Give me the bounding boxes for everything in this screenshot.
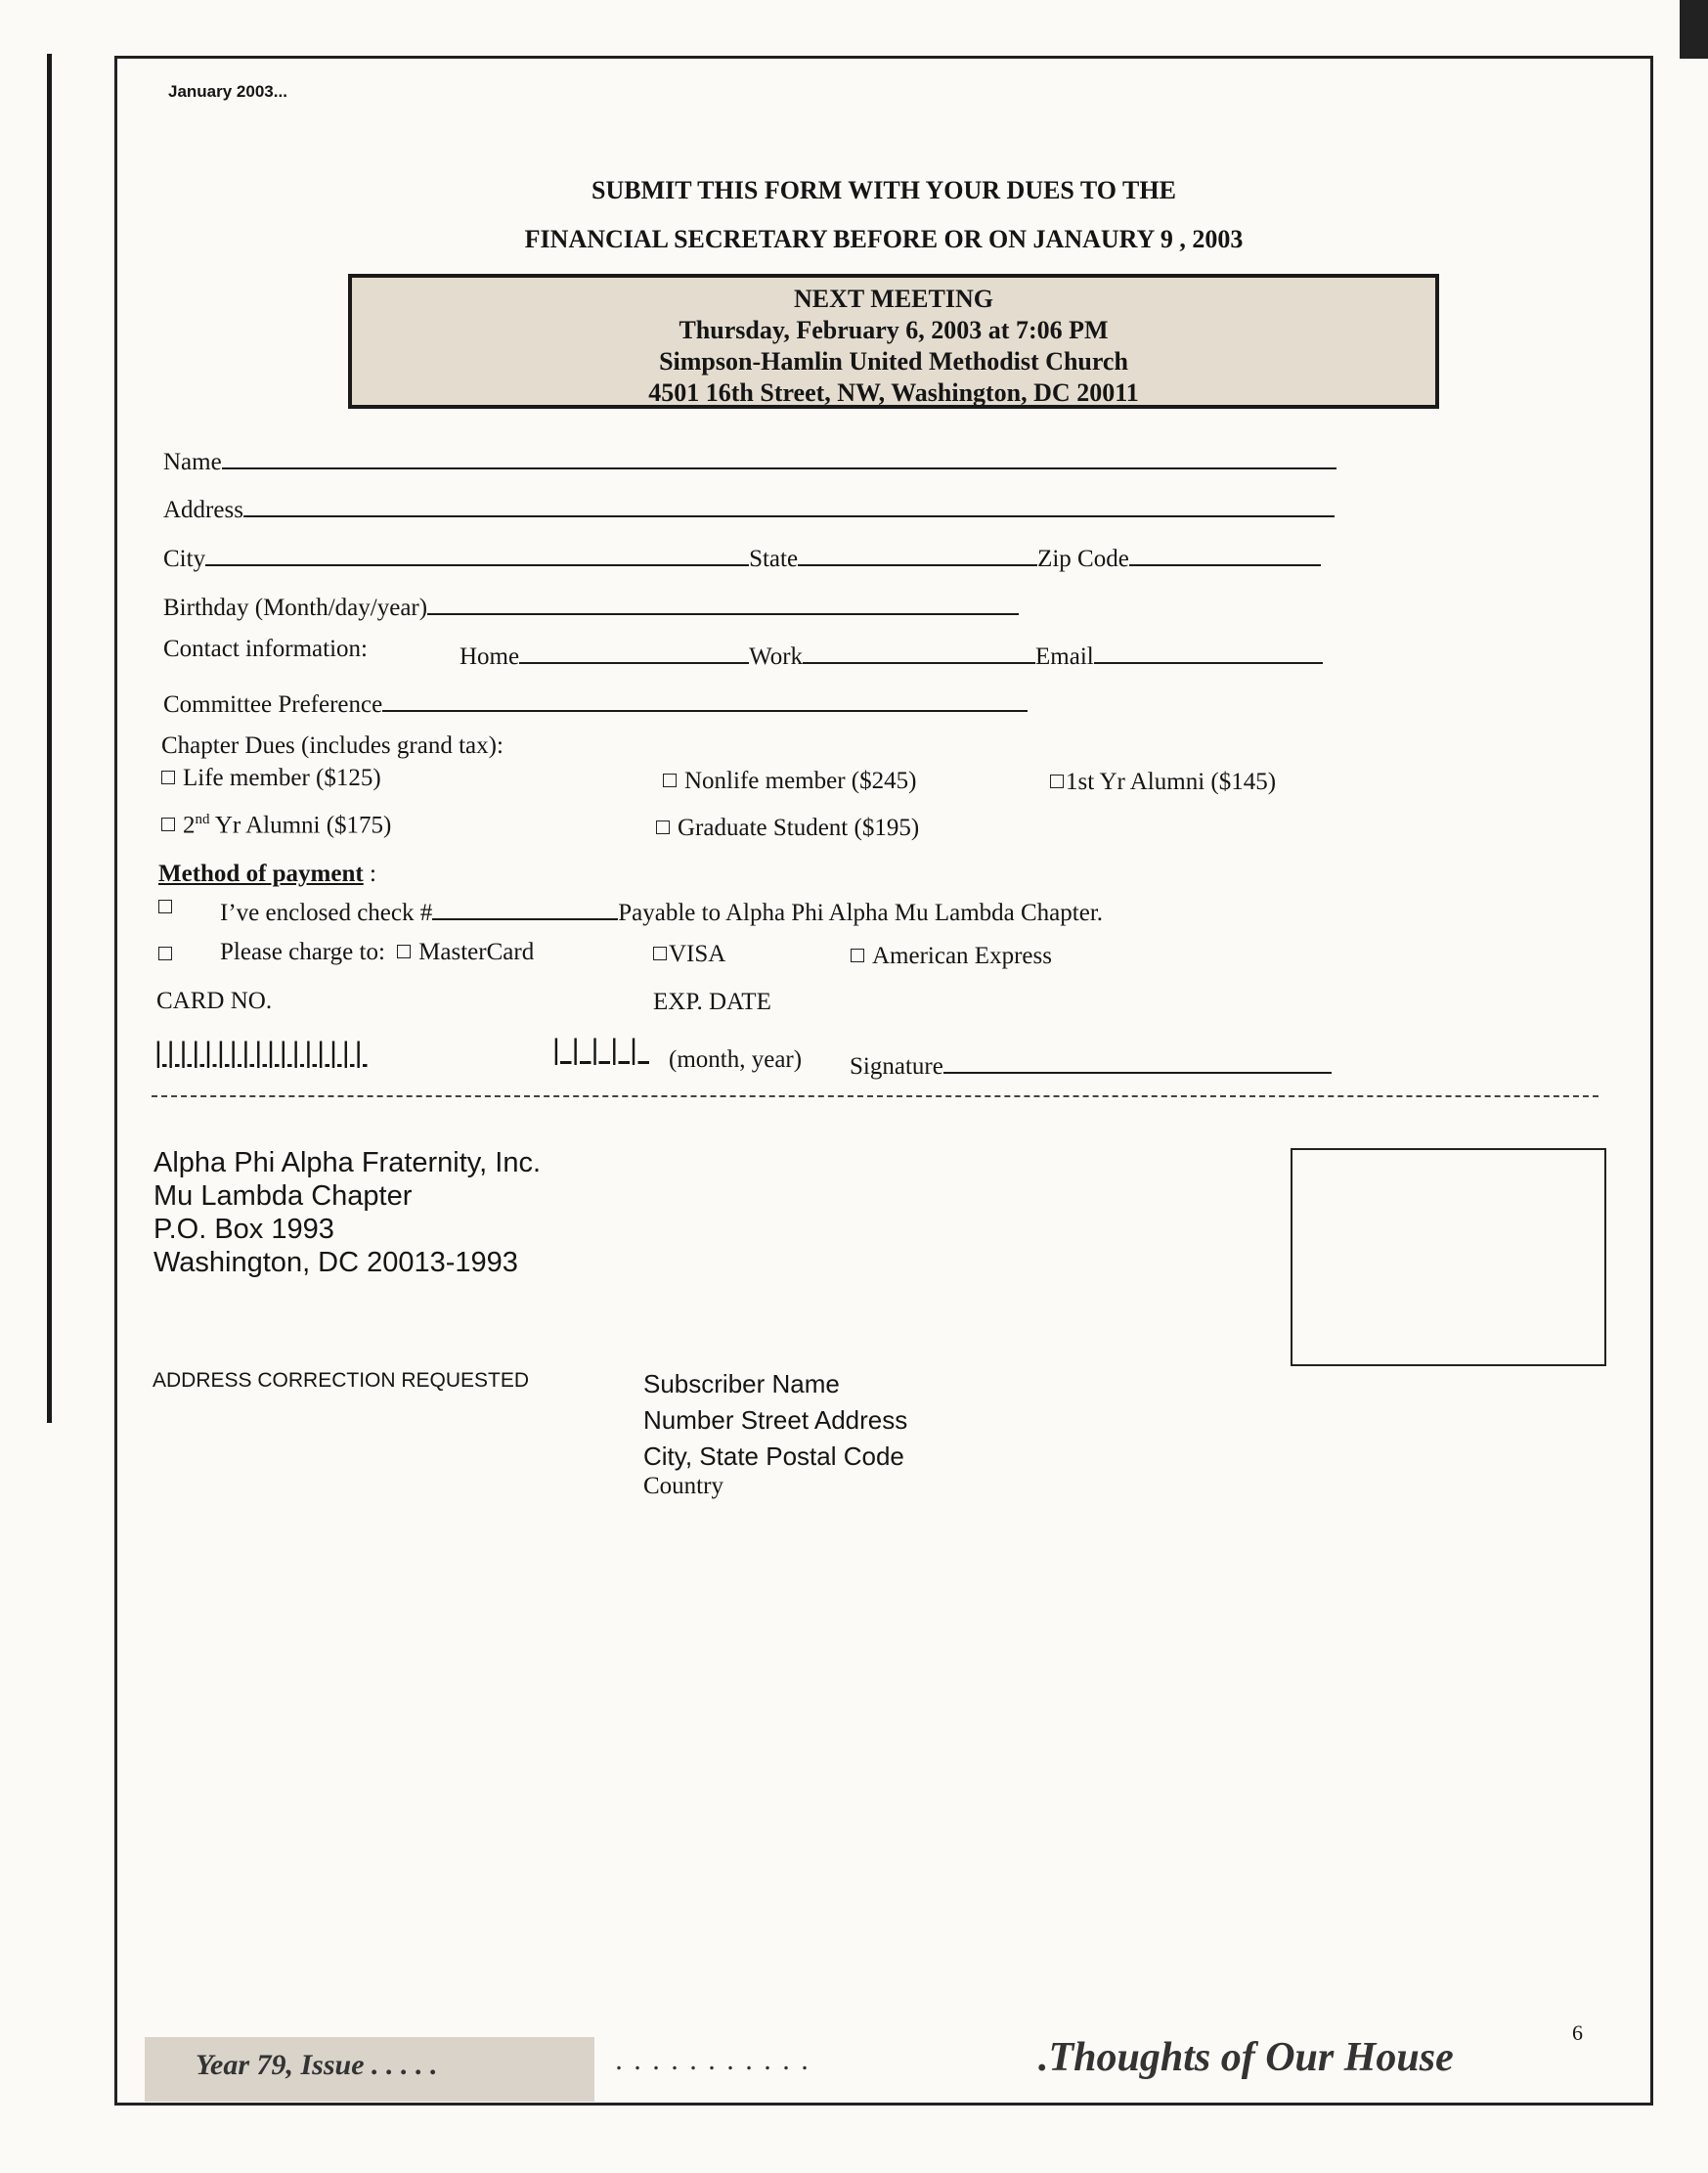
checkbox[interactable] — [158, 900, 172, 913]
footer-title: .Thoughts of Our House — [1038, 2035, 1454, 2080]
checkbox[interactable] — [656, 820, 670, 834]
dues-second-yr-num: 2 — [183, 812, 196, 839]
checkbox[interactable] — [663, 774, 677, 787]
return-address-line-2: Mu Lambda Chapter — [153, 1180, 413, 1212]
charge-row — [220, 939, 534, 966]
name-row — [163, 442, 1336, 476]
name-label: Name — [163, 449, 222, 475]
meeting-datetime: Thursday, February 6, 2003 at 7:06 PM — [679, 316, 1109, 344]
month-year-hint: (month, year) — [669, 1046, 803, 1073]
amex-checkbox[interactable] — [851, 949, 864, 962]
email-field[interactable] — [1094, 637, 1323, 664]
address-label: Address — [163, 497, 243, 523]
subscriber-city: City, State Postal Code — [643, 1441, 904, 1471]
birthday-field[interactable] — [427, 588, 1019, 615]
footer-issue: Year 79, Issue . . . . . — [196, 2049, 438, 2081]
visa-option[interactable] — [653, 941, 725, 968]
return-address-line-3: P.O. Box 1993 — [153, 1214, 334, 1245]
dues-second-yr-label: Yr Alumni ($175) — [209, 812, 392, 839]
city-label: City — [163, 546, 206, 572]
next-meeting-box — [348, 274, 1439, 409]
committee-field[interactable] — [382, 685, 1028, 712]
scan-edge-left — [47, 54, 52, 1423]
city-field[interactable] — [205, 539, 749, 566]
home-phone-field[interactable] — [519, 637, 749, 664]
instructions-line-2: FINANCIAL SECRETARY BEFORE OR ON JANAURY 9 , 2003 — [524, 225, 1244, 253]
subscriber-country: Country — [643, 1473, 723, 1499]
committee-row — [163, 685, 1028, 719]
dues-heading: Chapter Dues (includes grand tax): — [161, 732, 504, 759]
payment-heading-colon: : — [363, 861, 376, 887]
subscriber-street: Number Street Address — [643, 1405, 908, 1435]
check-row — [220, 893, 1103, 927]
signature-label: Signature — [850, 1053, 943, 1080]
return-address-line-4: Washington, DC 20013-1993 — [153, 1247, 518, 1278]
amex-option[interactable] — [851, 943, 1052, 970]
charge-label: Please charge to: — [220, 939, 385, 965]
dues-nonlife-option[interactable] — [663, 768, 916, 795]
cut-line — [152, 1095, 1599, 1097]
state-field[interactable] — [798, 539, 1037, 566]
exp-date-label: EXP. DATE — [653, 989, 771, 1015]
footer-dots: . . . . . . . . . . . — [616, 2044, 811, 2076]
address-correction-label: ADDRESS CORRECTION REQUESTED — [153, 1369, 530, 1392]
home-label: Home — [460, 643, 520, 670]
charge-option[interactable] — [158, 941, 180, 968]
return-address — [153, 1146, 541, 1279]
exp-date-boxes[interactable]: ||||| — [552, 1034, 649, 1066]
check-label: I’ve enclosed check # — [220, 900, 433, 926]
state-label: State — [749, 546, 799, 572]
subscriber-name: Subscriber Name — [643, 1369, 840, 1398]
payment-heading: Method of payment — [158, 861, 364, 887]
meeting-address: 4501 16th Street, NW, Washington, DC 20011 — [648, 378, 1139, 407]
visa-label: VISA — [669, 941, 726, 967]
checkbox[interactable] — [1050, 775, 1064, 788]
dues-life-label: Life member ($125) — [183, 765, 381, 791]
dues-second-yr-sup: nd — [195, 812, 210, 827]
meeting-title: NEXT MEETING — [794, 285, 993, 313]
zip-field[interactable] — [1129, 539, 1321, 566]
contact-fields — [460, 637, 1323, 671]
work-phone-field[interactable] — [803, 637, 1035, 664]
mailing-label — [643, 1366, 907, 1475]
signature-field[interactable] — [943, 1046, 1332, 1074]
committee-label: Committee Preference — [163, 691, 383, 718]
check-number-field[interactable] — [432, 893, 618, 920]
dues-grad-label: Graduate Student ($195) — [678, 815, 920, 841]
scan-edge-right — [1680, 0, 1708, 59]
dues-life-option[interactable] — [161, 765, 381, 792]
dues-first-yr-label: 1st Yr Alumni ($145) — [1066, 769, 1277, 795]
amex-label: American Express — [872, 943, 1052, 969]
work-label: Work — [749, 643, 804, 670]
meeting-venue: Simpson-Hamlin United Methodist Church — [659, 347, 1128, 376]
check-option[interactable] — [158, 894, 180, 921]
instructions-line-1: SUBMIT THIS FORM WITH YOUR DUES TO THE — [591, 176, 1176, 204]
name-field[interactable] — [222, 442, 1336, 469]
birthday-row — [163, 588, 1019, 622]
address-row — [163, 490, 1335, 524]
dues-nonlife-label: Nonlife member ($245) — [684, 768, 917, 794]
issue-date: January 2003... — [168, 82, 287, 101]
card-no-label: CARD NO. — [156, 988, 273, 1014]
card-number-boxes[interactable]: ||||||||||||||||| — [154, 1037, 368, 1069]
mastercard-label: MasterCard — [418, 939, 535, 965]
return-address-line-1: Alpha Phi Alpha Fraternity, Inc. — [153, 1147, 542, 1178]
city-row — [163, 539, 1321, 573]
email-label: Email — [1035, 643, 1094, 670]
checkbox[interactable] — [161, 771, 175, 784]
signature-row — [850, 1046, 1332, 1081]
mastercard-checkbox[interactable] — [397, 945, 411, 958]
page-number: 6 — [1572, 2020, 1583, 2045]
visa-checkbox[interactable] — [653, 947, 667, 960]
checkbox[interactable] — [158, 947, 172, 960]
dues-first-yr-option[interactable] — [1050, 769, 1276, 796]
contact-label: Contact information: — [163, 636, 368, 662]
dues-second-yr-option[interactable] — [161, 812, 391, 839]
zip-label: Zip Code — [1037, 546, 1129, 572]
address-field[interactable] — [243, 490, 1335, 517]
contact-row — [163, 636, 368, 663]
payment-heading-row — [158, 861, 376, 888]
birthday-label: Birthday (Month/day/year) — [163, 595, 428, 621]
dues-grad-option[interactable] — [656, 815, 919, 842]
checkbox[interactable] — [161, 818, 175, 831]
postage-stamp-box — [1291, 1148, 1606, 1366]
payable-to-text: Payable to Alpha Phi Alpha Mu Lambda Chapter. — [618, 900, 1104, 926]
